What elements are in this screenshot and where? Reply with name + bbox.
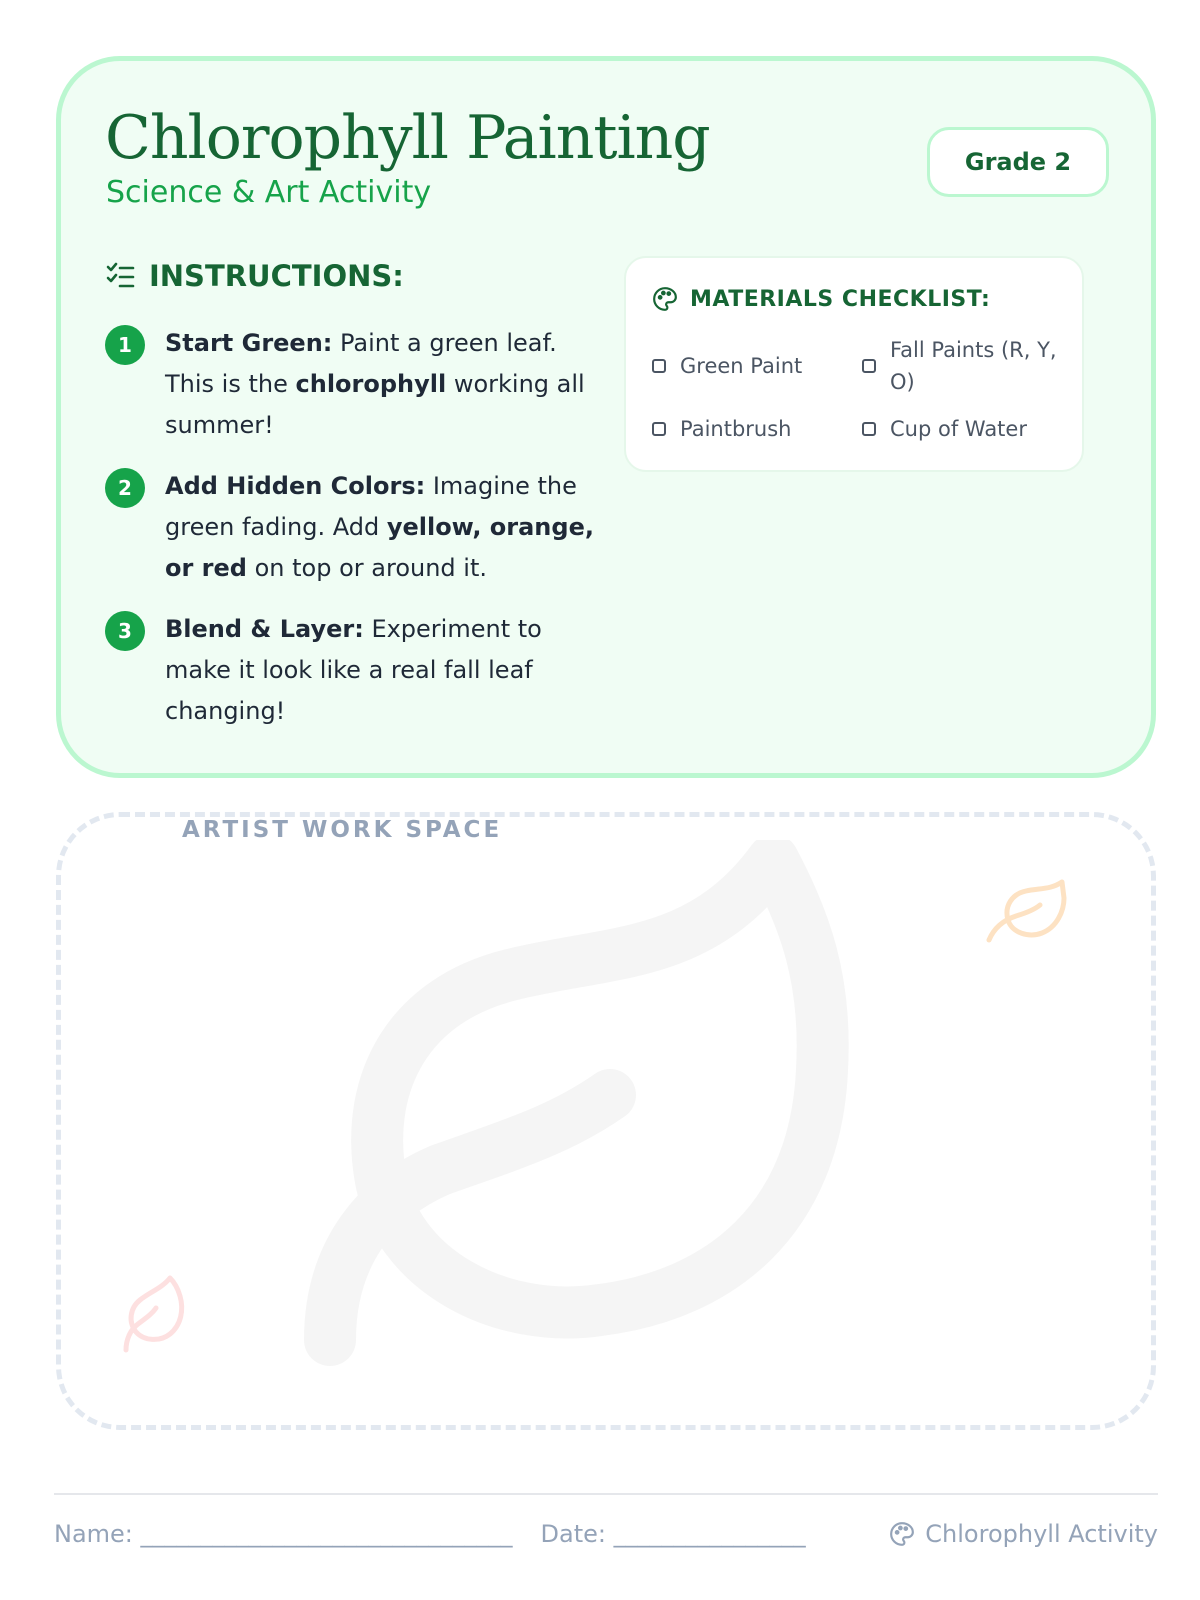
footer <box>54 1520 1158 1548</box>
step-text-bold: Start Green: <box>165 329 333 357</box>
footer-brand <box>889 1520 1158 1548</box>
material-label: Cup of Water <box>890 417 1027 441</box>
checkbox[interactable] <box>862 359 876 373</box>
instruction-step <box>105 323 595 446</box>
checkbox[interactable] <box>862 422 876 436</box>
step-text <box>165 466 595 589</box>
material-item-fall-paints[interactable] <box>862 334 1062 398</box>
checkbox[interactable] <box>652 422 666 436</box>
footer-brand-label: Chlorophyll Activity <box>925 1520 1158 1548</box>
material-label: Paintbrush <box>680 417 792 441</box>
materials-heading-label: MATERIALS CHECKLIST: <box>690 286 991 312</box>
leaf-icon <box>300 840 860 1380</box>
materials-heading <box>652 286 990 312</box>
step-text-bold: yellow, orange, or red <box>165 513 594 582</box>
step-text-part: on top or around it. <box>246 554 487 582</box>
leaf-icon <box>118 1274 188 1356</box>
step-number-badge: 1 <box>105 325 145 365</box>
step-text-part: Experiment to make it look like a real fall leaf changing! <box>165 615 542 725</box>
materials-checklist <box>624 256 1084 472</box>
step-text-part: working all summer! <box>165 370 585 439</box>
step-text-bold: Blend & Layer: <box>165 615 364 643</box>
instruction-steps <box>105 323 595 752</box>
step-number-badge: 2 <box>105 468 145 508</box>
name-field[interactable]: Name: _______________________________ <box>54 1520 513 1548</box>
instructions-heading-label: INSTRUCTIONS: <box>149 259 404 293</box>
checkbox[interactable] <box>652 359 666 373</box>
step-text-bold: chlorophyll <box>295 370 447 398</box>
step-number-badge: 3 <box>105 611 145 651</box>
page-subtitle: Science & Art Activity <box>106 175 432 210</box>
page-title: Chlorophyll Painting <box>105 103 710 173</box>
palette-icon <box>889 1521 915 1547</box>
instruction-step <box>105 466 595 589</box>
material-label: Green Paint <box>680 354 803 378</box>
material-item-cup-of-water[interactable] <box>862 413 1027 445</box>
palette-icon <box>652 286 678 312</box>
leaf-icon <box>984 878 1070 948</box>
step-text-part: Paint a green leaf. This is the <box>165 329 557 398</box>
material-label: Fall Paints (R, Y, O) <box>890 338 1057 394</box>
activity-card <box>56 56 1156 778</box>
grade-badge: Grade 2 <box>927 127 1109 197</box>
work-space-label: ARTIST WORK SPACE <box>140 818 534 842</box>
instructions-heading <box>105 259 404 293</box>
instruction-step <box>105 609 595 732</box>
step-text-bold: Add Hidden Colors: <box>165 472 426 500</box>
material-item-paintbrush[interactable] <box>652 413 792 445</box>
step-text <box>165 609 595 732</box>
list-check-icon <box>105 261 135 291</box>
material-item-green-paint[interactable] <box>652 350 802 382</box>
step-text <box>165 323 595 446</box>
date-field[interactable]: Date: ________________ <box>540 1520 806 1548</box>
step-text-part: Imagine the green fading. Add <box>165 472 577 541</box>
footer-divider <box>54 1493 1158 1495</box>
